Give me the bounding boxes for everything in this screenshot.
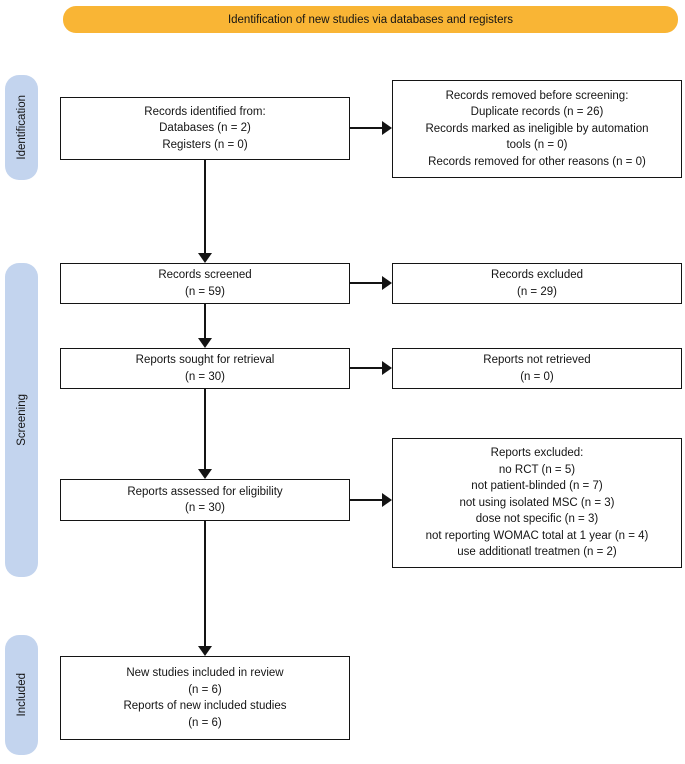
records-removed-box bbox=[392, 80, 682, 178]
records-identified-text: Records identified from: Databases (n = 2) Registers (n = 0) bbox=[144, 105, 266, 151]
arrow-shaft bbox=[350, 367, 383, 369]
arrowhead-right-icon bbox=[382, 493, 392, 507]
arrow-assessed-to-included bbox=[198, 521, 212, 656]
arrow-shaft bbox=[204, 521, 206, 647]
arrowhead-right-icon bbox=[382, 361, 392, 375]
stage-label-identification bbox=[5, 75, 38, 180]
arrow-shaft bbox=[204, 304, 206, 339]
arrow-shaft bbox=[350, 282, 383, 284]
arrow-sought-to-assessed bbox=[198, 389, 212, 479]
records-identified-box bbox=[60, 97, 350, 160]
arrow-sought-to-not-retrieved bbox=[350, 361, 392, 375]
arrow-identified-to-removed bbox=[350, 121, 392, 135]
arrow-shaft bbox=[350, 499, 383, 501]
new-studies-included-text: New studies included in review (n = 6) Reports of new included studies (n = 6) bbox=[123, 667, 287, 729]
banner bbox=[63, 6, 678, 33]
arrow-screened-to-excluded bbox=[350, 276, 392, 290]
reports-assessed-box bbox=[60, 479, 350, 521]
reports-excluded-text: Reports excluded: no RCT (n = 5) not patient-blinded (n = 7) not using isolated MSC (n = 3) dose not specific (n = 3) not reporting WOMAC total at 1 year (n = 4) use additionatl treatmen (n = 2) bbox=[425, 447, 649, 559]
arrow-screened-to-sought bbox=[198, 304, 212, 348]
stage-label-included bbox=[5, 635, 38, 755]
banner-label: Identification of new studies via databases and registers bbox=[227, 13, 514, 26]
reports-assessed-text: Reports assessed for eligibility (n = 30) bbox=[127, 485, 283, 514]
arrow-assessed-to-reports-excluded bbox=[350, 493, 392, 507]
reports-sought-text: Reports sought for retrieval (n = 30) bbox=[135, 354, 275, 383]
arrow-identified-to-screened bbox=[198, 160, 212, 263]
arrow-shaft bbox=[204, 160, 206, 254]
records-excluded-box bbox=[392, 263, 682, 304]
reports-sought-box bbox=[60, 348, 350, 389]
records-screened-text: Records screened (n = 59) bbox=[158, 269, 252, 298]
stage-label-screening-text: Screening bbox=[15, 394, 28, 446]
stage-label-identification-text: Identification bbox=[15, 95, 28, 160]
stage-label-screening bbox=[5, 263, 38, 577]
arrowhead-right-icon bbox=[382, 276, 392, 290]
stage-label-included-text: Included bbox=[15, 673, 28, 717]
records-screened-box bbox=[60, 263, 350, 304]
records-removed-text: Records removed before screening: Duplicate records (n = 26) Records marked as ineligible by automation tools (n = 0) Records removed for other reasons (n = 0) bbox=[425, 89, 649, 168]
arrowhead-down-icon bbox=[198, 469, 212, 479]
records-excluded-text: Records excluded (n = 29) bbox=[490, 269, 584, 298]
reports-excluded-box bbox=[392, 438, 682, 568]
arrowhead-right-icon bbox=[382, 121, 392, 135]
arrow-shaft bbox=[350, 127, 383, 129]
reports-not-retrieved-box bbox=[392, 348, 682, 389]
arrowhead-down-icon bbox=[198, 646, 212, 656]
arrowhead-down-icon bbox=[198, 338, 212, 348]
reports-not-retrieved-text: Reports not retrieved (n = 0) bbox=[483, 354, 591, 383]
arrow-shaft bbox=[204, 389, 206, 470]
new-studies-included-box bbox=[60, 656, 350, 740]
arrowhead-down-icon bbox=[198, 253, 212, 263]
